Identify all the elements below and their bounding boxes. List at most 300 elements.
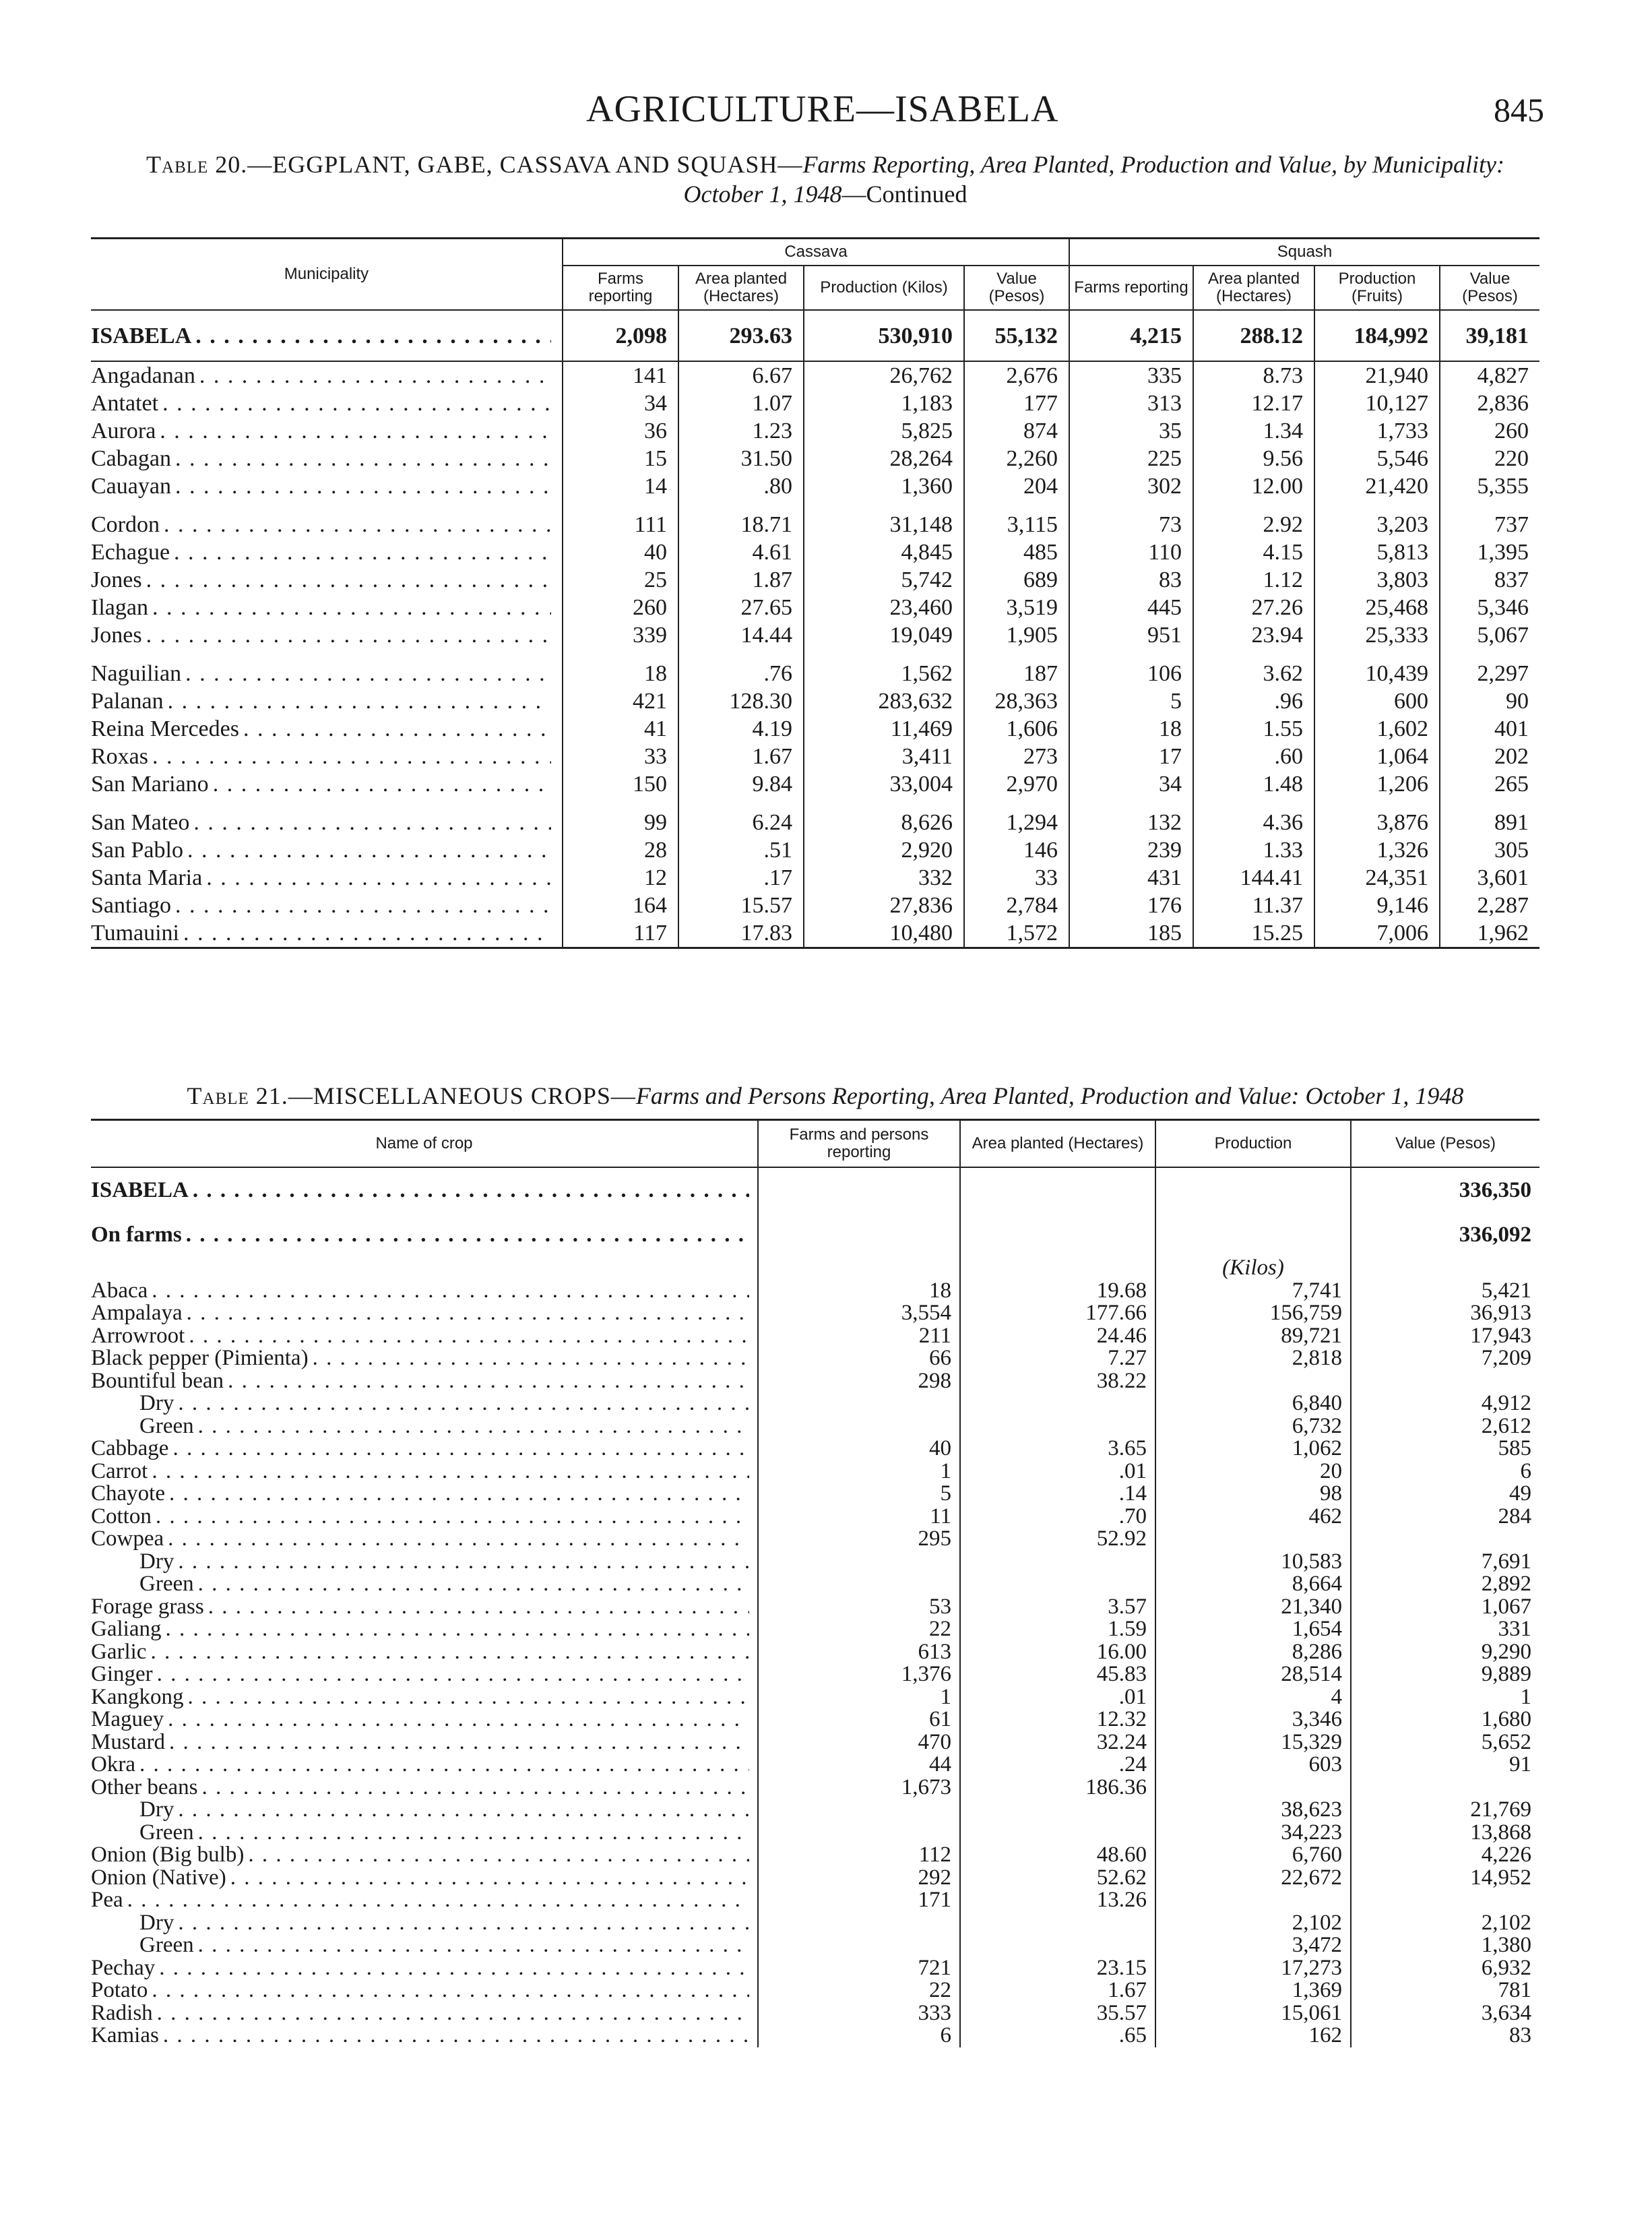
value-cell: 23.94 (1193, 621, 1314, 649)
value-cell: 11,469 (804, 715, 964, 743)
value-cell: 1.33 (1193, 836, 1314, 864)
dot-leader (91, 566, 551, 594)
value-cell: 5 (758, 1483, 960, 1506)
row-name-cell (91, 715, 563, 743)
row-name: Angadanan (91, 363, 199, 388)
dot-leader (91, 1370, 749, 1393)
value-cell: 689 (964, 566, 1069, 594)
table-row (91, 1573, 1539, 1596)
value-cell: 15,329 (1155, 1731, 1351, 1754)
value-cell: 7,209 (1351, 1347, 1539, 1370)
value-cell: 53 (758, 1596, 960, 1619)
value-cell: 52.92 (960, 1528, 1155, 1551)
value-cell: .14 (960, 1483, 1155, 1506)
dot-leader (91, 621, 551, 649)
dot-leader (91, 2025, 749, 2047)
row-name-cell (91, 472, 563, 500)
value-cell: .76 (678, 660, 804, 687)
value-cell: 14,952 (1351, 1867, 1539, 1890)
value-cell: 18 (563, 660, 678, 687)
value-cell: 33,004 (804, 770, 964, 798)
row-name-cell (91, 1460, 758, 1483)
table21-caption (108, 1081, 1543, 1111)
value-cell (960, 1392, 1155, 1415)
value-cell: 1,680 (1351, 1708, 1539, 1731)
value-cell (960, 1912, 1155, 1935)
dot-leader (91, 322, 551, 350)
value-cell (758, 1822, 960, 1845)
value-cell: 141 (563, 361, 678, 390)
value-cell: 25,333 (1314, 621, 1440, 649)
value-cell: 15.25 (1193, 919, 1314, 948)
page-number: 845 (1494, 91, 1544, 129)
value-cell: 470 (758, 1731, 960, 1754)
value-cell: 891 (1440, 809, 1539, 836)
dot-leader (91, 770, 551, 798)
value-cell (1155, 1528, 1351, 1551)
value-cell: 23,460 (804, 594, 964, 621)
value-cell: 1,326 (1314, 836, 1440, 864)
unit-spacer (960, 1257, 1155, 1280)
row-name-cell (91, 594, 563, 621)
value-cell: 462 (1155, 1506, 1351, 1528)
dot-leader (91, 919, 551, 947)
value-cell: 336,350 (1351, 1167, 1539, 1212)
value-cell (960, 1822, 1155, 1845)
row-name: Garlic (91, 1641, 150, 1664)
gap-cell (964, 500, 1069, 511)
value-cell: 61 (758, 1708, 960, 1731)
row-name-cell (91, 1551, 758, 1574)
value-cell: .65 (960, 2025, 1155, 2047)
value-cell: 10,127 (1314, 390, 1440, 417)
gap-cell (964, 798, 1069, 809)
row-name-cell (91, 310, 563, 361)
value-cell: 98 (1155, 1483, 1351, 1506)
gap-cell (1314, 649, 1440, 660)
row-name-cell (91, 1799, 758, 1822)
value-cell (758, 1415, 960, 1438)
value-cell (758, 1934, 960, 1957)
row-name-cell (91, 1302, 758, 1325)
value-cell: 34,223 (1155, 1822, 1351, 1845)
value-cell: .24 (960, 1754, 1155, 1777)
gap-cell (804, 500, 964, 511)
value-cell: 16.00 (960, 1641, 1155, 1664)
value-cell (758, 1392, 960, 1415)
value-cell: 38,623 (1155, 1799, 1351, 1822)
value-cell: 4.15 (1193, 538, 1314, 566)
table20-body (91, 310, 1539, 948)
row-name: Echague (91, 540, 174, 565)
value-cell: 6 (758, 2025, 960, 2047)
table-row (91, 594, 1539, 621)
value-cell: 5,421 (1351, 1280, 1539, 1303)
value-cell: 1,380 (1351, 1934, 1539, 1957)
table20-group-header-cassava: Cassava (563, 239, 1069, 266)
value-cell: 35 (1069, 417, 1193, 445)
value-cell: 1,294 (964, 809, 1069, 836)
group-gap (91, 649, 1539, 660)
value-cell: 202 (1440, 743, 1539, 770)
value-cell: 25,468 (1314, 594, 1440, 621)
value-cell: 339 (563, 621, 678, 649)
value-cell: 613 (758, 1641, 960, 1664)
dot-leader (139, 1415, 749, 1438)
unit-spacer (91, 1257, 758, 1280)
value-cell: 17 (1069, 743, 1193, 770)
value-cell: 336,092 (1351, 1212, 1539, 1257)
value-cell: 144.41 (1193, 864, 1314, 892)
dot-leader (91, 362, 551, 390)
value-cell: 17,273 (1155, 1957, 1351, 1980)
dot-leader (91, 2002, 749, 2025)
row-name: Arrowroot (91, 1325, 189, 1348)
value-cell: 4,827 (1440, 361, 1539, 390)
value-cell (1351, 1370, 1539, 1393)
row-name-cell (91, 1889, 758, 1912)
table-row (91, 1979, 1539, 2002)
value-cell: 18 (758, 1280, 960, 1303)
row-name: San Mariano (91, 772, 213, 797)
row-name: Onion (Big bulb) (91, 1844, 248, 1867)
value-cell: 2,102 (1155, 1912, 1351, 1935)
row-name-cell (91, 538, 563, 566)
value-cell: 1.23 (678, 417, 804, 445)
table20 (91, 237, 1539, 949)
value-cell: 4.61 (678, 538, 804, 566)
value-cell: 293.63 (678, 310, 804, 361)
row-name: Carrot (91, 1460, 152, 1483)
value-cell: 4,215 (1069, 310, 1193, 361)
dot-leader (91, 1686, 749, 1709)
value-cell: 22,672 (1155, 1867, 1351, 1890)
row-name-cell (91, 1754, 758, 1777)
value-cell: 32.24 (960, 1731, 1155, 1754)
gap-cell (1069, 798, 1193, 809)
value-cell: 421 (563, 687, 678, 715)
value-cell: 585 (1351, 1438, 1539, 1460)
dot-leader (91, 1528, 749, 1551)
row-name: Ilagan (91, 595, 152, 620)
value-cell: 27.26 (1193, 594, 1314, 621)
row-name: Cordon (91, 512, 164, 537)
table-row (91, 687, 1539, 715)
row-name-cell (91, 1934, 758, 1957)
value-cell: 6.67 (678, 361, 804, 390)
value-cell: 6 (1351, 1460, 1539, 1483)
value-cell: 1.48 (1193, 770, 1314, 798)
value-cell: 15,061 (1155, 2002, 1351, 2025)
row-name-cell (91, 1212, 758, 1257)
row-name: Antatet (91, 391, 162, 416)
dot-leader (91, 1663, 749, 1686)
value-cell: 186.36 (960, 1777, 1155, 1799)
value-cell (1351, 1889, 1539, 1912)
value-cell: 4.36 (1193, 809, 1314, 836)
table-row (91, 1212, 1539, 1257)
unit-row (91, 1257, 1539, 1280)
value-cell: 305 (1440, 836, 1539, 864)
table-row (91, 1392, 1539, 1415)
value-cell: 3,554 (758, 1302, 960, 1325)
gap-cell (1440, 649, 1539, 660)
value-cell: 1,572 (964, 919, 1069, 948)
value-cell: 35.57 (960, 2002, 1155, 2025)
table-row (91, 2002, 1539, 2025)
value-cell: 295 (758, 1528, 960, 1551)
row-name: Dry (139, 1551, 178, 1574)
row-name: Pea (91, 1889, 127, 1912)
row-name: Dry (139, 1912, 178, 1935)
row-name: Black pepper (Pimienta) (91, 1347, 313, 1370)
value-cell: 110 (1069, 538, 1193, 566)
value-cell: 1.12 (1193, 566, 1314, 594)
value-cell: .60 (1193, 743, 1314, 770)
value-cell: 7,006 (1314, 919, 1440, 948)
row-name: Green (139, 1573, 198, 1596)
dot-leader (91, 1618, 749, 1641)
table-row (91, 538, 1539, 566)
row-name-cell (91, 743, 563, 770)
value-cell: 3,115 (964, 511, 1069, 538)
value-cell: 1,905 (964, 621, 1069, 649)
value-cell: 22 (758, 1618, 960, 1641)
value-cell: 28,514 (1155, 1663, 1351, 1686)
row-name-cell (91, 1867, 758, 1890)
row-name: Maguey (91, 1708, 168, 1731)
value-cell: 2,818 (1155, 1347, 1351, 1370)
group-gap (91, 798, 1539, 809)
value-cell: 27.65 (678, 594, 804, 621)
value-cell: 2,920 (804, 836, 964, 864)
value-cell: 600 (1314, 687, 1440, 715)
row-name-cell (91, 1844, 758, 1867)
dot-leader (91, 1212, 749, 1257)
dot-leader (91, 1867, 749, 1890)
table-row (91, 1708, 1539, 1731)
value-cell: 239 (1069, 836, 1193, 864)
row-name: Galiang (91, 1618, 165, 1641)
value-cell: 27,836 (804, 892, 964, 919)
row-name: Roxas (91, 744, 152, 769)
value-cell: 5,067 (1440, 621, 1539, 649)
dot-leader (91, 743, 551, 770)
table20-caption (108, 150, 1543, 209)
row-name-cell (91, 1483, 758, 1506)
dot-leader (91, 1325, 749, 1348)
row-name: Ampalaya (91, 1302, 187, 1325)
value-cell: 171 (758, 1889, 960, 1912)
row-name: Green (139, 1415, 198, 1438)
row-name-cell (91, 1347, 758, 1370)
dot-leader (139, 1551, 749, 1574)
value-cell: 5,652 (1351, 1731, 1539, 1754)
value-cell (1155, 1212, 1351, 1257)
gap-cell (678, 649, 804, 660)
table21-body (91, 1167, 1539, 2047)
value-cell: 4 (1155, 1686, 1351, 1709)
value-cell: 28 (563, 836, 678, 864)
value-cell: 12.00 (1193, 472, 1314, 500)
value-cell: 313 (1069, 390, 1193, 417)
gap-cell (91, 798, 563, 809)
value-cell: 5,742 (804, 566, 964, 594)
value-cell: 2,676 (964, 361, 1069, 390)
value-cell: 90 (1440, 687, 1539, 715)
row-name-cell (91, 2025, 758, 2047)
value-cell: 45.83 (960, 1663, 1155, 1686)
row-name-cell (91, 1708, 758, 1731)
row-name: Dry (139, 1799, 178, 1822)
row-name-cell (91, 1325, 758, 1348)
value-cell: 38.22 (960, 1370, 1155, 1393)
value-cell (960, 1415, 1155, 1438)
value-cell: 5,546 (1314, 445, 1440, 472)
row-name-cell (91, 770, 563, 798)
value-cell: 13.26 (960, 1889, 1155, 1912)
gap-cell (1193, 798, 1314, 809)
row-name: Okra (91, 1754, 139, 1777)
table-row (91, 417, 1539, 445)
value-cell: 737 (1440, 511, 1539, 538)
value-cell: 5,355 (1440, 472, 1539, 500)
value-cell: 4,912 (1351, 1392, 1539, 1415)
dot-leader (91, 892, 551, 919)
unit-spacer (1351, 1257, 1539, 1280)
value-cell: 485 (964, 538, 1069, 566)
value-cell: 3,203 (1314, 511, 1440, 538)
row-name-cell (91, 1528, 758, 1551)
dot-leader (91, 1596, 749, 1619)
value-cell: 111 (563, 511, 678, 538)
value-cell: 401 (1440, 715, 1539, 743)
row-name-cell (91, 1641, 758, 1664)
value-cell: 951 (1069, 621, 1193, 649)
table-row (91, 1302, 1539, 1325)
table-row (91, 1325, 1539, 1348)
row-name-cell (91, 1280, 758, 1303)
dot-leader (91, 472, 551, 500)
value-cell: 26,762 (804, 361, 964, 390)
row-name-cell (91, 1167, 758, 1212)
value-cell: 1.87 (678, 566, 804, 594)
value-cell (758, 1212, 960, 1257)
value-cell: 603 (1155, 1754, 1351, 1777)
table21 (91, 1119, 1539, 2047)
value-cell: 5 (1069, 687, 1193, 715)
row-name: Kangkong (91, 1686, 187, 1709)
dot-leader (139, 1822, 749, 1845)
table21-caption-italic: Farms and Persons Reporting, Area Planted, Production and Value: October 1, 1948 (635, 1082, 1464, 1109)
dot-leader (91, 1506, 749, 1528)
row-name-cell (91, 1392, 758, 1415)
value-cell: 1,606 (964, 715, 1069, 743)
row-name: Jones (91, 623, 146, 648)
value-cell: 83 (1351, 2025, 1539, 2047)
table21-col-header: Area planted (Hectares) (960, 1120, 1155, 1168)
table21-col-header: Value (Pesos) (1351, 1120, 1539, 1168)
value-cell: 15.57 (678, 892, 804, 919)
value-cell (1351, 1777, 1539, 1799)
dot-leader (91, 417, 551, 445)
value-cell: 34 (1069, 770, 1193, 798)
table-row (91, 361, 1539, 390)
value-cell: 4.19 (678, 715, 804, 743)
gap-cell (804, 649, 964, 660)
gap-cell (563, 649, 678, 660)
value-cell: .70 (960, 1506, 1155, 1528)
value-cell: 3,346 (1155, 1708, 1351, 1731)
value-cell: 156,759 (1155, 1302, 1351, 1325)
value-cell: 335 (1069, 361, 1193, 390)
table20-caption-tail: —Continued (841, 181, 967, 208)
value-cell: 265 (1440, 770, 1539, 798)
value-cell: 1 (758, 1460, 960, 1483)
table-row (91, 310, 1539, 361)
value-cell: 8,286 (1155, 1641, 1351, 1664)
table-row (91, 2025, 1539, 2047)
value-cell: 8,664 (1155, 1573, 1351, 1596)
value-cell: 41 (563, 715, 678, 743)
value-cell: 40 (563, 538, 678, 566)
table21-col-header: Production (1155, 1120, 1351, 1168)
gap-cell (91, 649, 563, 660)
table-row (91, 1528, 1539, 1551)
table-row (91, 1822, 1539, 1845)
value-cell: .17 (678, 864, 804, 892)
table-row (91, 1912, 1539, 1935)
row-name-cell (91, 919, 563, 948)
value-cell: 220 (1440, 445, 1539, 472)
row-name: Cauayan (91, 474, 175, 499)
table-row (91, 1889, 1539, 1912)
value-cell: 12.17 (1193, 390, 1314, 417)
dot-leader (91, 1168, 749, 1212)
gap-cell (563, 500, 678, 511)
value-cell: 260 (1440, 417, 1539, 445)
value-cell: 11 (758, 1506, 960, 1528)
value-cell: 19.68 (960, 1280, 1155, 1303)
row-name: Chayote (91, 1483, 169, 1506)
row-name: Pechay (91, 1957, 159, 1980)
value-cell: 7.27 (960, 1347, 1155, 1370)
value-cell: 1,733 (1314, 417, 1440, 445)
row-name-cell (91, 1957, 758, 1980)
dot-leader (91, 1280, 749, 1303)
table21-col-header: Farms and persons reporting (758, 1120, 960, 1168)
value-cell: 1,369 (1155, 1979, 1351, 2002)
dot-leader (139, 1573, 749, 1596)
row-name-cell (91, 445, 563, 472)
value-cell: 21,940 (1314, 361, 1440, 390)
row-name: Kamias (91, 2025, 163, 2047)
value-cell: 1.59 (960, 1618, 1155, 1641)
value-cell: 3.57 (960, 1596, 1155, 1619)
value-cell: 36 (563, 417, 678, 445)
table-row (91, 809, 1539, 836)
table-row (91, 1934, 1539, 1957)
value-cell: 177 (964, 390, 1069, 417)
value-cell (758, 1551, 960, 1574)
value-cell: 204 (964, 472, 1069, 500)
value-cell: 1.55 (1193, 715, 1314, 743)
value-cell: 184,992 (1314, 310, 1440, 361)
gap-cell (1193, 500, 1314, 511)
row-name: ISABELA (91, 323, 195, 348)
value-cell: 1,206 (1314, 770, 1440, 798)
row-name: Forage grass (91, 1596, 208, 1619)
